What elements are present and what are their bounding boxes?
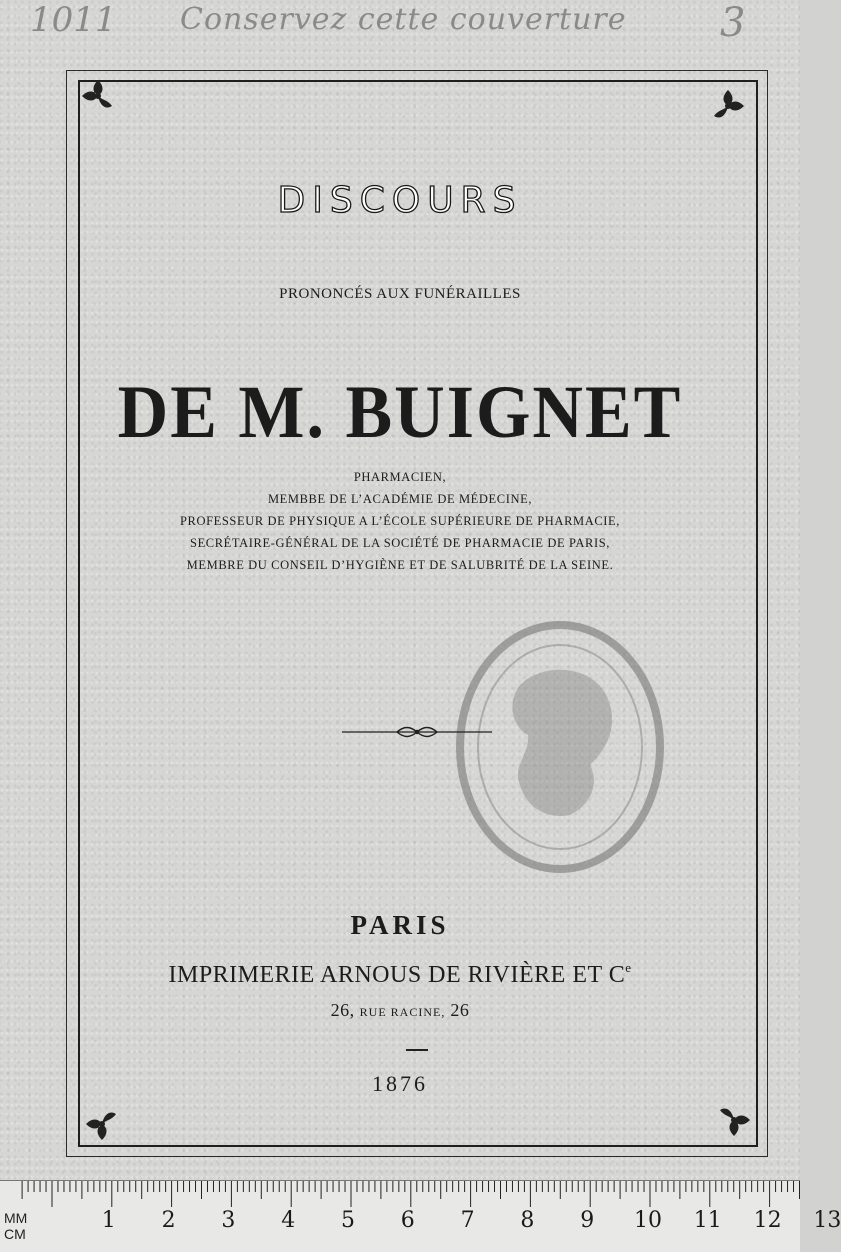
title-discours: DISCOURS	[277, 180, 523, 221]
title-line: PHARMACIEN,	[353, 470, 447, 484]
ruler-number: 2	[161, 1208, 176, 1233]
ruler-number: 6	[400, 1208, 415, 1233]
ruler-number: 7	[460, 1208, 475, 1233]
ruler-number: 11	[693, 1208, 722, 1233]
corner-ornament-icon	[714, 1100, 754, 1140]
ruler-unit-cm: CM	[4, 1226, 26, 1242]
ruler-number: 12	[753, 1208, 782, 1233]
ruler-unit-label	[4, 1210, 27, 1242]
corner-ornament-icon	[82, 1104, 122, 1144]
printer-name-superscript: e	[625, 960, 632, 975]
imprint-printer	[0, 960, 800, 989]
subtitle: PRONONCÉS AUX FUNÉRAILLES	[279, 286, 521, 302]
printer-name: IMPRIMERIE ARNOUS DE RIVIÈRE ET C	[168, 962, 626, 988]
library-stamp	[450, 615, 670, 880]
title-line: MEMBRE DU CONSEIL D’HYGIÈNE ET DE SALUBRITÉ DE LA SEINE.	[186, 558, 614, 572]
imprint-address	[0, 1000, 800, 1021]
honoree-name: DE M. BUIGNET	[117, 371, 683, 455]
separator-rule	[406, 1049, 428, 1051]
ruler-number: 10	[634, 1208, 662, 1233]
imprint-city: PARIS	[350, 910, 450, 940]
ruler-number: 3	[221, 1208, 236, 1233]
publication-year: 1876	[372, 1071, 428, 1096]
address-street: RUE RACINE,	[359, 1005, 446, 1019]
ruler-number: 1	[101, 1208, 116, 1233]
ruler-number: 5	[341, 1208, 355, 1233]
corner-ornament-icon	[78, 76, 118, 116]
handwritten-page-number: 3	[720, 0, 746, 46]
ruler-number: 9	[580, 1208, 595, 1233]
title-line: SECRÉTAIRE-GÉNÉRAL DE LA SOCIÉTÉ DE PHARMACIE DE PARIS,	[190, 536, 610, 550]
ruler-number: 13	[813, 1208, 841, 1233]
title-line: PROFESSEUR DE PHYSIQUE A L’ÉCOLE SUPÉRIEURE DE PHARMACIE,	[179, 514, 621, 528]
ruler-unit-mm: MM	[4, 1210, 28, 1226]
handwritten-shelf-mark: 1011	[30, 0, 117, 40]
ruler-number: 4	[281, 1208, 296, 1233]
honoree-titles	[0, 466, 800, 576]
address-number: 26,	[330, 1000, 355, 1020]
handwritten-note: Conservez cette couverture	[180, 2, 627, 37]
ruler-number: 8	[520, 1208, 535, 1233]
title-line: MEMBBE DE L’ACADÉMIE DE MÉDECINE,	[267, 492, 533, 506]
corner-ornament-icon	[708, 86, 748, 126]
address-number: 26	[450, 1000, 470, 1020]
ornamental-divider	[342, 724, 492, 740]
